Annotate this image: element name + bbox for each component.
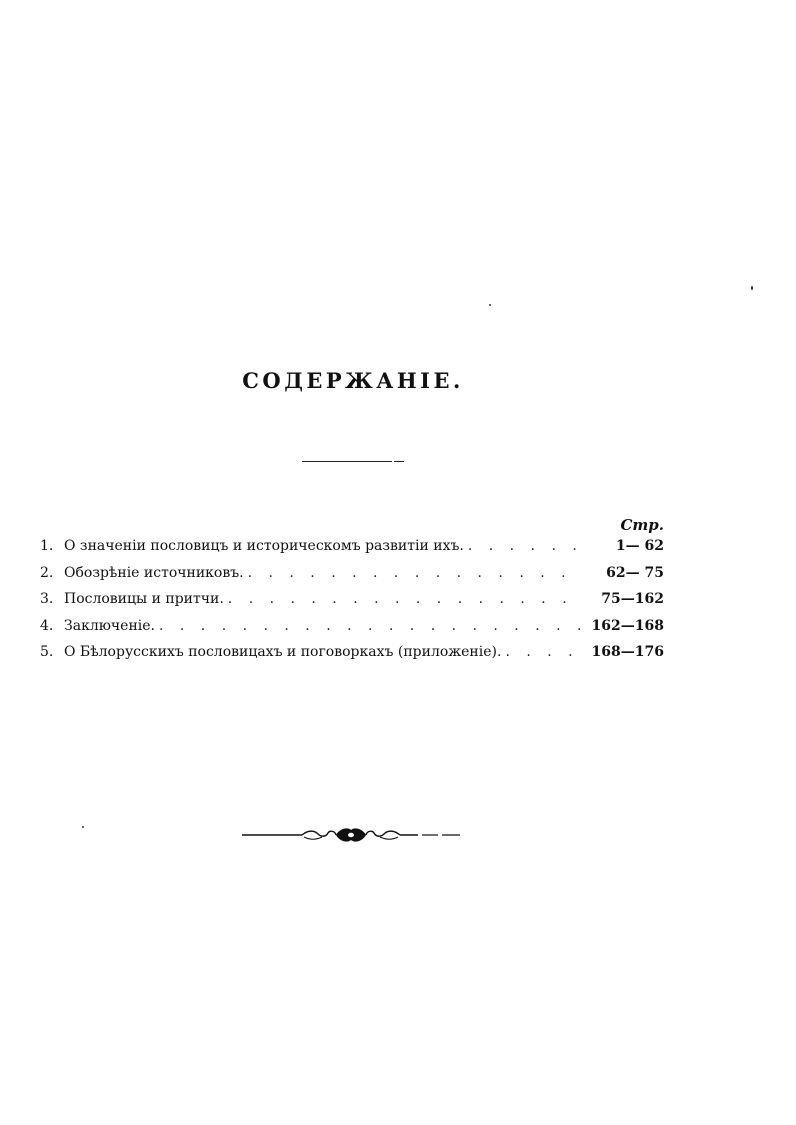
toc-dot-leader (155, 618, 580, 634)
toc-dot-leader (224, 591, 580, 607)
toc-entry-title: О Бѣлорусскихъ пословицахъ и поговоркахъ (приложеніе). (64, 644, 502, 660)
toc-entry-number: 2. (40, 564, 54, 581)
fleuron-ornament (242, 826, 460, 844)
toc-entry-number: 4. (40, 617, 54, 634)
fleuron-right-flourish (380, 837, 398, 839)
toc-entry-1[interactable] (40, 538, 664, 565)
toc-dot-leader (501, 644, 580, 660)
toc-entry-pages: 162—168 (591, 617, 664, 634)
toc-dot-leader (244, 565, 580, 581)
toc-entry-pages: 168—176 (591, 644, 664, 660)
toc-entry-2[interactable] (40, 565, 664, 592)
toc-entry-title: О значеніи пословицъ и историческомъ развитіи ихъ. (64, 538, 464, 554)
toc-entry-5[interactable] (40, 644, 664, 671)
toc-entry-number: 5. (40, 644, 54, 660)
print-speck (489, 304, 491, 306)
fleuron-center-eye (348, 833, 354, 837)
toc-entry-pages: 75—162 (601, 591, 664, 607)
page-column-header: Стр. (620, 516, 664, 534)
title-underline-rule (302, 461, 392, 462)
toc-entry-3[interactable] (40, 591, 664, 618)
toc-entry-pages: 1— 62 (615, 538, 664, 554)
toc-entry-number: 1. (40, 538, 54, 554)
fleuron-left-scroll (302, 831, 336, 836)
toc-entry-title: Обозрѣніе источниковъ. (64, 564, 244, 581)
fleuron-left-flourish (304, 837, 322, 839)
toc-entry-pages: 62— 75 (606, 564, 664, 581)
table-of-contents (40, 538, 664, 671)
print-speck (751, 286, 753, 290)
toc-entry-4[interactable] (40, 618, 664, 645)
print-speck (82, 826, 84, 828)
toc-dot-leader (464, 538, 580, 554)
fleuron-right-scroll (366, 831, 400, 836)
page-title: СОДЕРЖАНІЕ. (242, 368, 464, 393)
toc-entry-title: Пословицы и притчи. (64, 591, 224, 607)
toc-entry-number: 3. (40, 591, 54, 607)
toc-entry-title: Заключеніе. (64, 617, 155, 634)
